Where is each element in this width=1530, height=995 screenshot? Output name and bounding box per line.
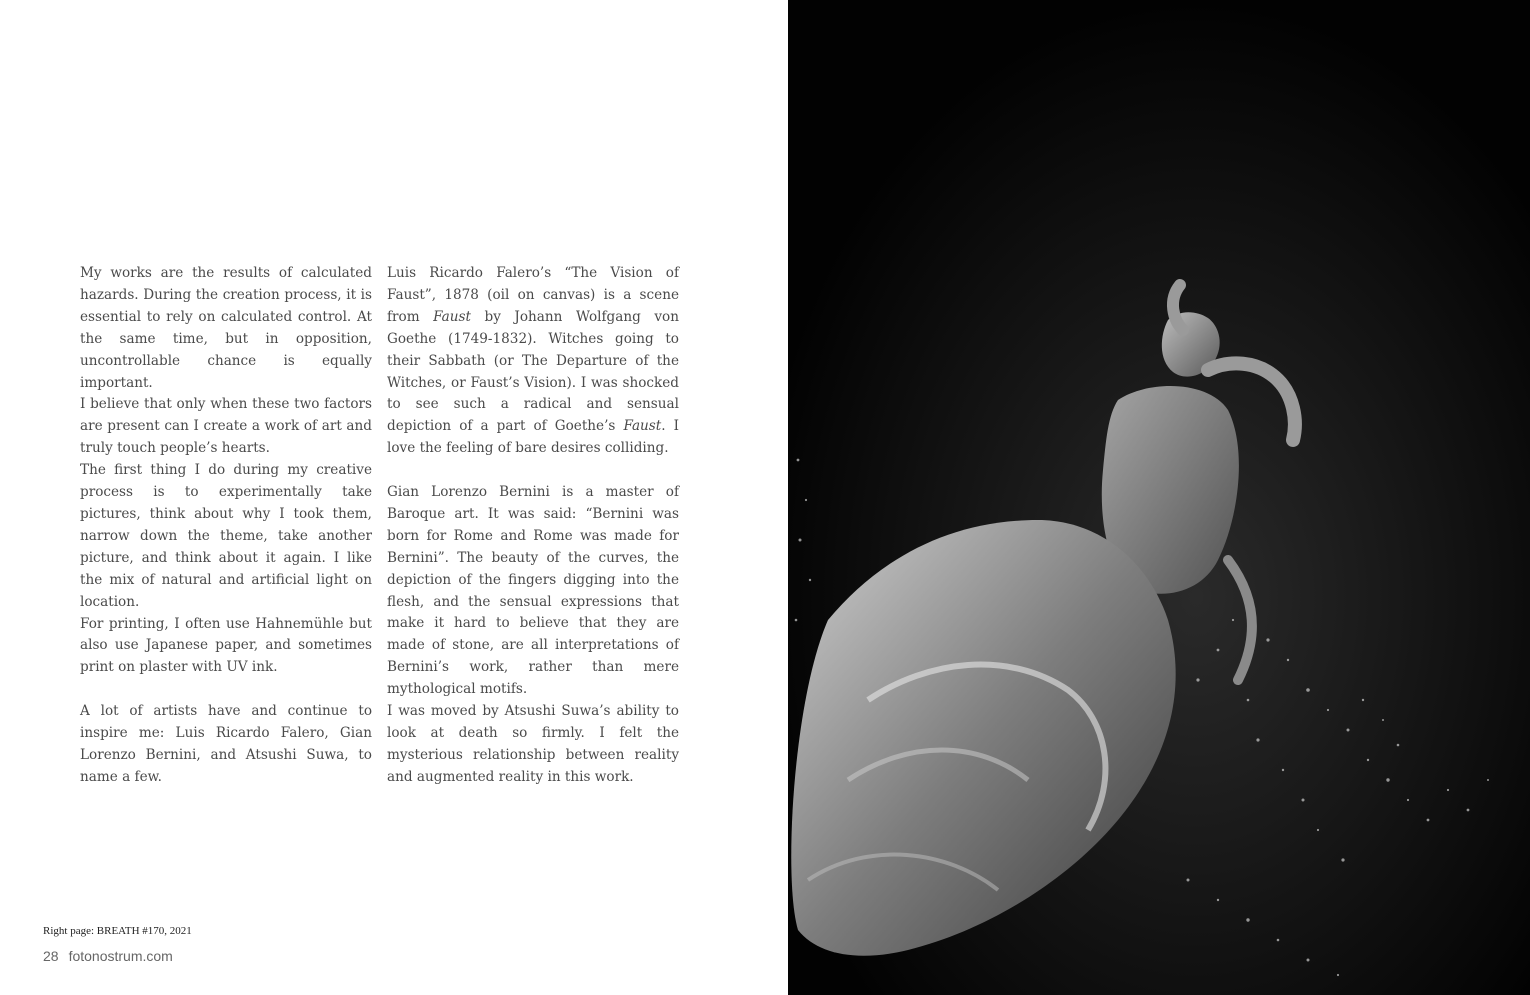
photo-illustration bbox=[788, 0, 1530, 995]
paragraph: A lot of artists have and continue to inspire me: Luis Ricardo Falero, Gian Lorenzo Bernini, and Atsushi Suwa, to name a few. bbox=[80, 703, 372, 785]
text-column-left bbox=[80, 263, 372, 789]
photograph bbox=[788, 0, 1530, 995]
text-run: . I love the feeling of bare desires colliding. bbox=[387, 418, 679, 457]
paragraph: For printing, I often use Hahnemühle but also use Japanese paper, and sometimes print on plaster with UV ink. bbox=[80, 615, 372, 676]
paragraph-falero bbox=[387, 263, 679, 460]
text-run: by Johann Wolfgang von Goethe (1749-1832). Witches going to their Sabbath (or The Departure of the Witches, or Faust’s Vision). I was shocked to see such a radical and sensual depiction of a part of Goethe’s bbox=[387, 308, 679, 435]
paragraph: I believe that only when these two factors are present can I create a work of art and truly touch people’s hearts. bbox=[80, 396, 372, 457]
text-column-right bbox=[387, 263, 679, 789]
paragraph: My works are the results of calculated hazards. During the creation process, it is essential to rely on calculated control. At the same time, but in opposition, uncontrollable chance is equally important. bbox=[80, 265, 372, 391]
page-number: 28 bbox=[43, 948, 59, 964]
italic-title: Faust bbox=[433, 308, 471, 325]
page-footer bbox=[43, 948, 173, 964]
paragraph: I was moved by Atsushi Suwa’s ability to look at death so firmly. I felt the mysterious relationship between reality and augmented reality in this work. bbox=[387, 703, 679, 785]
text-run: Luis Ricardo Falero’s “The Vision of Faust”, 1878 (oil on canvas) is a scene from bbox=[387, 265, 679, 325]
site-url: fotonostrum.com bbox=[68, 948, 173, 964]
paragraph: The first thing I do during my creative process is to experimentally take pictures, think about why I took them, narrow down the theme, take another picture, and think about it again. I like the mix of natural and artificial light on location. bbox=[80, 462, 372, 610]
italic-title: Faust bbox=[623, 418, 662, 435]
paragraph: Gian Lorenzo Bernini is a master of Baroque art. It was said: “Bernini was born for Rome and Rome was made for Bernini”. The beauty of the curves, the depiction of the fingers digging into the flesh, and the sensual expressions that make it hard to believe that they are made of stone, are all interpretations of Bernini’s work, rather than mere mythological motifs. bbox=[387, 484, 679, 698]
image-caption: Right page: BREATH #170, 2021 bbox=[43, 925, 192, 937]
